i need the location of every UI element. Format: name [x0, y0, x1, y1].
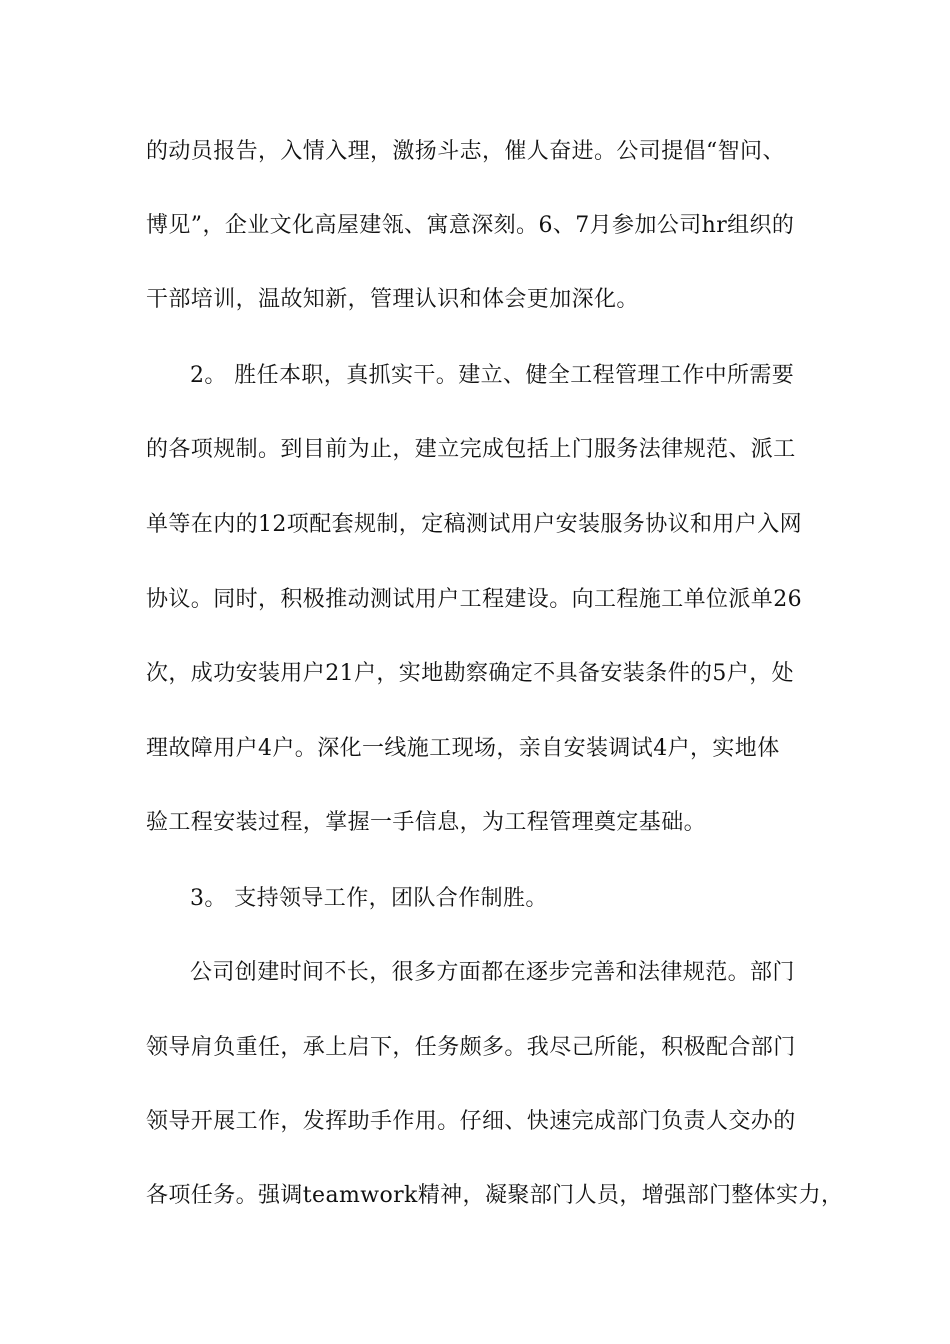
- text-line: 次，成功安装用户21户，实地勘察确定不具备安装条件的5户，处: [146, 661, 794, 686]
- text-line: 领导肩负重任，承上启下，任务颇多。我尽己所能，积极配合部门: [146, 1035, 796, 1060]
- paragraph-start: 公司创建时间不长，很多方面都在逐步完善和法律规范。部门: [190, 960, 795, 985]
- numbered-paragraph-2: 2。 胜任本职，真抓实干。建立、健全工程管理工作中所需要: [190, 363, 795, 388]
- text-line: 单等在内的12项配套规制，定稿测试用户安装服务协议和用户入网: [146, 512, 802, 537]
- text-line: 理故障用户4户。深化一线施工现场，亲自安装调试4户，实地体: [146, 736, 780, 761]
- numbered-paragraph-3: 3。 支持领导工作，团队合作制胜。: [190, 886, 548, 911]
- text-line: 协议。同时，积极推动测试用户工程建设。向工程施工单位派单26: [146, 587, 802, 612]
- text-line: 博见”，企业文化高屋建瓴、寓意深刻。6、7月参加公司hr组织的: [146, 213, 795, 238]
- text-line: 干部培训，温故知新，管理认识和体会更加深化。: [146, 287, 639, 312]
- text-line: 验工程安装过程，掌握一手信息，为工程管理奠定基础。: [146, 810, 707, 835]
- text-line: 各项任务。强调teamwork精神，凝聚部门人员，增强部门整体实力，: [146, 1183, 844, 1208]
- text-line: 领导开展工作，发挥助手作用。仔细、快速完成部门负责人交办的: [146, 1109, 796, 1134]
- text-line: 的各项规制。到目前为止，建立完成包括上门服务法律规范、派工: [146, 437, 796, 462]
- text-line: 的动员报告，入情入理，激扬斗志，催人奋进。公司提倡“智问、: [146, 139, 785, 164]
